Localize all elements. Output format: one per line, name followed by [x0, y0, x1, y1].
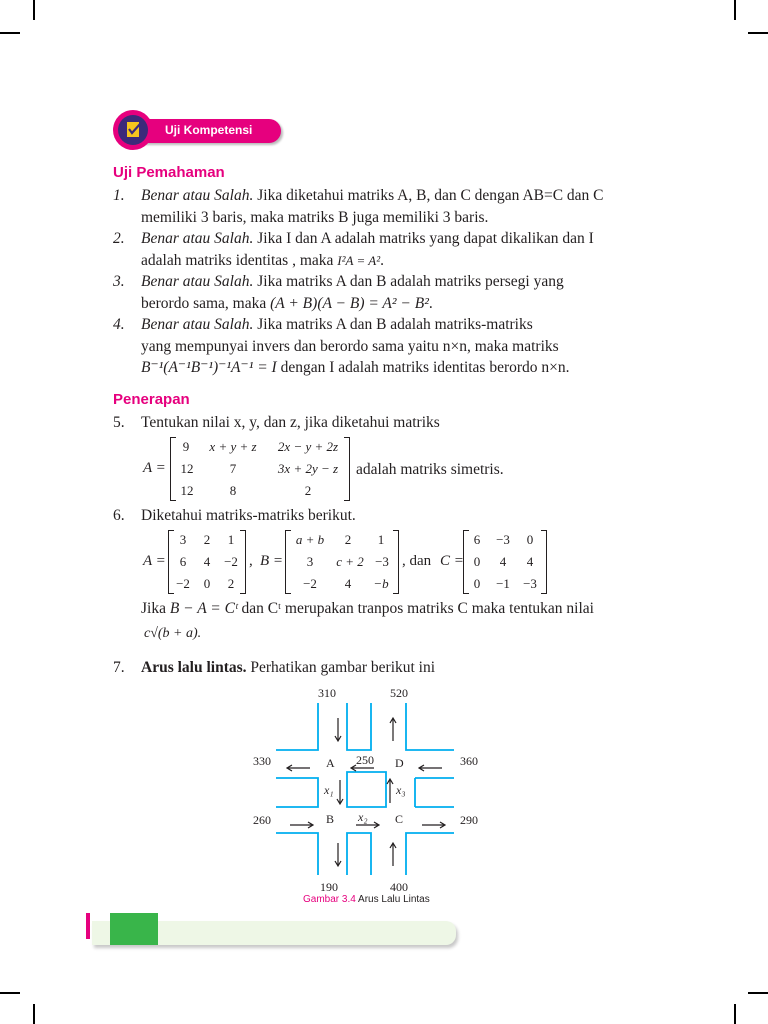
separator: ,	[249, 553, 253, 569]
question-text: dan Cᵗ merupakan tranpos matriks C maka tentukan nilai	[237, 600, 594, 617]
uji-kompetensi-badge	[113, 110, 283, 152]
flow-label: 290	[460, 813, 478, 827]
matrix-cell: 2x − y + 2z	[277, 439, 339, 454]
flow-label: 360	[460, 754, 478, 768]
question-lead: Benar atau Salah.	[141, 187, 254, 204]
matrix-cell: −3	[523, 576, 537, 591]
question-text: Jika I dan A adalah matriks yang dapat dikalikan dan I	[253, 230, 594, 247]
matrix-label: A =	[143, 460, 166, 476]
question-number: 5.	[113, 414, 125, 431]
question-text: Jika diketahui matriks A, B, dan C dengan AB=C dan C	[253, 187, 604, 204]
flow-label: 400	[390, 880, 408, 894]
variable-label: x₁	[324, 783, 334, 797]
matrix-cell: 2	[344, 532, 352, 547]
matrix-cell: 0	[203, 576, 211, 591]
matrix-label: B =	[260, 553, 284, 569]
math-expression: I²A = A²	[337, 252, 381, 268]
matrix-cell: 0	[526, 532, 534, 547]
question-number: 2.	[113, 230, 125, 247]
crop-mark	[748, 992, 768, 994]
crop-mark	[734, 1004, 736, 1024]
matrix-a-symmetric	[170, 437, 350, 501]
matrix-b	[285, 530, 399, 594]
matrix-cell: −3	[496, 532, 510, 547]
matrix-cell: −1	[496, 576, 510, 591]
matrix-cell: 8	[229, 483, 237, 498]
question-lead: Arus lalu lintas.	[141, 659, 247, 676]
flow-label: 330	[253, 754, 271, 768]
matrix-c	[463, 530, 547, 594]
question-6-instruction	[141, 598, 594, 620]
matrix-cell: 7	[229, 461, 237, 476]
caption-number: Gambar 3.4	[303, 894, 356, 905]
matrix-cell: 12	[180, 461, 194, 476]
question-6-text: Diketahui matriks-matriks berikut.	[141, 507, 356, 524]
flow-label: 190	[320, 880, 338, 894]
question-text: yang mempunyai invers dan berordo sama yaitu n×n, maka matriks	[141, 337, 559, 355]
matrix-cell: 2	[203, 532, 211, 547]
matrix-cell: 6	[473, 532, 481, 547]
matrix-cell: 0	[473, 554, 481, 569]
crop-mark	[33, 1004, 35, 1024]
crop-mark	[748, 32, 768, 34]
crop-mark	[33, 0, 35, 20]
checklist-icon	[118, 115, 148, 145]
matrix-cell: 12	[180, 483, 194, 498]
matrix-cell: 4	[344, 576, 352, 591]
math-expression: (A + B)(A − B) = A² − B²	[270, 294, 429, 312]
matrix-cell: 9	[182, 439, 190, 454]
matrix-cell: 4	[203, 554, 211, 569]
question-text: berordo sama, maka	[141, 294, 271, 312]
matrix-cell: 1	[227, 532, 235, 547]
question-lead: Benar atau Salah.	[141, 273, 254, 290]
matrix-cell: −2	[303, 576, 317, 591]
question-5-text: Tentukan nilai x, y, dan z, jika diketahui matriks	[141, 414, 440, 431]
figure-caption	[303, 894, 430, 905]
question-lead: Benar atau Salah.	[141, 316, 254, 333]
matrix-cell: 1	[377, 532, 385, 547]
question-7	[141, 657, 435, 679]
variable-label: x₂	[358, 810, 368, 824]
question-text: .	[380, 251, 384, 269]
matrix-cell: 3x + 2y − z	[277, 461, 339, 476]
question-number: 6.	[113, 507, 125, 524]
matrix-a	[168, 530, 246, 594]
matrix-cell: c + 2	[336, 554, 364, 569]
flow-label: 520	[390, 686, 408, 700]
footer-bar	[86, 913, 458, 947]
question-2	[141, 228, 641, 271]
question-number: 7.	[113, 659, 125, 676]
crop-mark	[0, 32, 20, 34]
matrix-cell: −2	[224, 554, 238, 569]
matrix-cell: −3	[375, 554, 389, 569]
flow-label: 260	[253, 813, 271, 827]
flow-label: 310	[318, 686, 336, 700]
math-expression: c√(b + a).	[144, 626, 202, 641]
matrix-label: A =	[143, 553, 166, 569]
question-4	[141, 314, 641, 379]
matrix-cell: 2	[304, 483, 312, 498]
matrix-cell: 6	[179, 554, 187, 569]
crop-mark	[0, 992, 20, 994]
node-label: A	[326, 756, 335, 770]
matrix-cell: 4	[499, 554, 507, 569]
section-title-penerapan: Penerapan	[113, 391, 190, 408]
question-number: 1.	[113, 187, 125, 204]
node-label: D	[395, 756, 404, 770]
question-text: Jika matriks A dan B adalah matriks persegi yang	[253, 273, 564, 290]
matrix-cell: a + b	[295, 532, 325, 547]
matrix-cell: x + y + z	[209, 439, 257, 454]
section-title-pemahaman: Uji Pemahaman	[113, 164, 225, 181]
question-1	[141, 185, 641, 228]
question-text: Perhatikan gambar berikut ini	[246, 659, 436, 676]
caption-text: Arus Lalu Lintas	[355, 894, 430, 905]
question-text: adalah matriks identitas , maka	[141, 251, 338, 269]
matrix-cell: 3	[179, 532, 187, 547]
question-text: Jika matriks A dan B adalah matriks-matriks	[253, 316, 533, 333]
math-expression: B⁻¹(A⁻¹B⁻¹)⁻¹A⁻¹ = I	[141, 359, 277, 376]
traffic-diagram	[240, 680, 490, 900]
question-text: memiliki 3 baris, maka matriks B juga memiliki 3 baris.	[141, 208, 489, 226]
badge-label: Uji Kompetensi	[165, 123, 253, 137]
node-label: C	[395, 812, 404, 826]
matrix-cell: 2	[227, 576, 235, 591]
crop-mark	[734, 0, 736, 20]
matrix-cell: −b	[373, 576, 389, 591]
node-label: B	[326, 812, 335, 826]
matrix-cell: 4	[526, 554, 534, 569]
question-text: .	[428, 294, 433, 312]
question-text: Jika	[141, 600, 170, 617]
flow-label: 250	[356, 753, 374, 767]
question-text: dengan I adalah matriks identitas berordo n×n.	[276, 359, 570, 376]
matrix-tail-text: adalah matriks simetris.	[356, 461, 504, 478]
question-number: 4.	[113, 316, 125, 333]
matrix-cell: 3	[306, 554, 314, 569]
matrix-cell: −2	[176, 576, 190, 591]
question-3	[141, 271, 641, 314]
question-lead: Benar atau Salah.	[141, 230, 254, 247]
separator: , dan	[402, 553, 432, 569]
matrix-cell: 0	[473, 576, 481, 591]
matrix-label: C =	[440, 553, 464, 569]
variable-label: x₃	[396, 783, 406, 797]
question-number: 3.	[113, 273, 125, 290]
math-expression: B − A = Cᵗ	[169, 600, 238, 617]
